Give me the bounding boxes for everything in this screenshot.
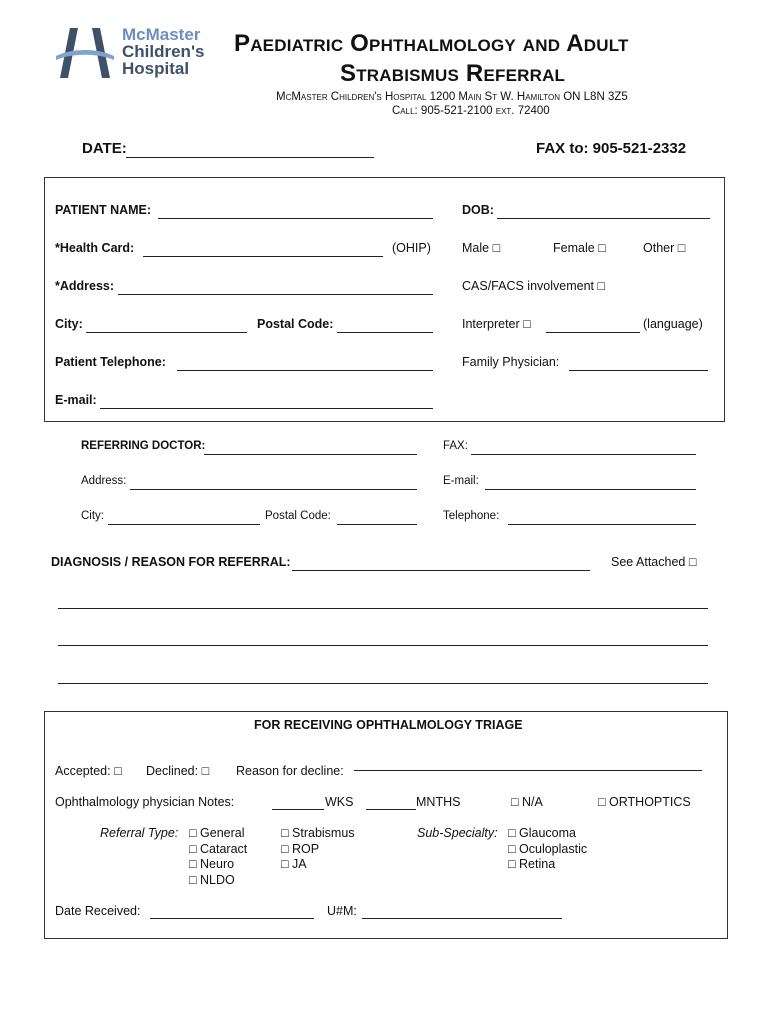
dob-field[interactable] [497,218,710,219]
family-physician-field[interactable] [569,370,708,371]
referring-email-field[interactable] [485,489,696,490]
diagnosis-line[interactable] [58,608,708,609]
triage-heading: FOR RECEIVING OPHTHALMOLOGY TRIAGE [254,718,523,732]
patient-telephone-field[interactable] [177,370,433,371]
health-card-field[interactable] [143,256,383,257]
subspecialty-glaucoma[interactable]: □ Glaucoma [508,826,576,840]
referring-telephone-field[interactable] [508,524,696,525]
diagnosis-label: DIAGNOSIS / REASON FOR REFERRAL: [51,555,291,569]
date-label: DATE: [82,140,127,157]
hospital-logo [54,26,224,82]
language-label: (language) [643,317,703,331]
email-field[interactable] [100,408,433,409]
city-label: City: [55,317,83,331]
referral-type-neuro[interactable]: □ Neuro [189,857,235,871]
declined-checkbox[interactable]: Declined: □ [146,764,210,778]
logo-emblem-icon [54,26,116,80]
see-attached-checkbox[interactable]: See Attached □ [611,555,697,569]
diagnosis-line[interactable] [58,683,708,684]
referring-telephone-label: Telephone: [443,510,500,522]
patient-name-label: PATIENT NAME: [55,203,152,217]
referring-email-label: E-mail: [443,475,479,487]
postal-code-field[interactable] [337,332,433,333]
referral-type-nldo[interactable]: □ NLDO [189,873,235,887]
date-received-field[interactable] [150,918,314,919]
mnths-field[interactable] [366,809,416,810]
female-checkbox[interactable]: Female □ [553,241,606,255]
referral-type-cataract[interactable]: □ Cataract [189,842,248,856]
referring-address-field[interactable] [130,489,417,490]
hospital-address: McMaster Children's Hospital 1200 Main St W. Hamilton ON L8N 3Z5 [276,91,628,103]
orthoptics-checkbox[interactable]: □ ORTHOPTICS [598,795,691,809]
referral-type-strabismus[interactable]: □ Strabismus [281,826,355,840]
referring-doctor-label: REFERRING DOCTOR: [81,440,206,452]
reason-decline-field[interactable] [354,770,702,771]
logo-text-mcmaster: McMaster [122,25,201,44]
referral-type-general[interactable]: □ General [189,826,245,840]
mnths-label: MNTHS [416,795,461,809]
page-title-line2: Strabismus Referral [340,60,566,87]
referring-address-label: Address: [81,475,127,487]
reason-decline-label: Reason for decline: [236,764,344,778]
referral-type-rop[interactable]: □ ROP [281,842,320,856]
um-field[interactable] [362,918,562,919]
city-field[interactable] [86,332,247,333]
wks-label: WKS [325,795,354,809]
triage-box [44,711,728,939]
referral-type-ja[interactable]: □ JA [281,857,307,871]
date-field[interactable] [126,157,374,158]
physician-notes-label: Ophthalmology physician Notes: [55,795,235,809]
um-label: U#M: [327,904,357,918]
referring-fax-field[interactable] [471,454,696,455]
patient-telephone-label: Patient Telephone: [55,355,166,369]
postal-code-label: Postal Code: [257,317,334,331]
address-field[interactable] [118,294,433,295]
accepted-checkbox[interactable]: Accepted: □ [55,764,122,778]
logo-text-childrens: Children's [122,42,205,61]
referring-city-label: City: [81,510,104,522]
other-checkbox[interactable]: Other □ [643,241,686,255]
address-label: *Address: [55,279,115,293]
language-field[interactable] [546,332,640,333]
wks-field[interactable] [272,809,324,810]
hospital-phone: Call: 905-521-2100 ext. 72400 [392,105,550,117]
subspecialty-oculoplastic[interactable]: □ Oculoplastic [508,842,588,856]
na-checkbox[interactable]: □ N/A [511,795,543,809]
referring-postal-field[interactable] [337,524,417,525]
referring-city-field[interactable] [108,524,260,525]
subspecialty-retina[interactable]: □ Retina [508,857,556,871]
ohip-label: (OHIP) [392,241,431,255]
diagnosis-line[interactable] [58,645,708,646]
referral-type-label: Referral Type: [100,826,179,840]
dob-label: DOB: [462,203,494,217]
date-received-label: Date Received: [55,904,141,918]
patient-name-field[interactable] [158,218,433,219]
referring-postal-label: Postal Code: [265,510,331,522]
page-title-line1: Paediatric Ophthalmology and Adult [234,30,629,57]
interpreter-checkbox[interactable]: Interpreter □ [462,317,531,331]
referring-doctor-field[interactable] [204,454,417,455]
diagnosis-field[interactable] [292,570,590,571]
cas-facs-checkbox[interactable]: CAS/FACS involvement □ [462,279,606,293]
family-physician-label: Family Physician: [462,355,560,369]
fax-to-label: FAX to: 905-521-2332 [536,140,687,157]
subspecialty-label: Sub-Specialty: [417,826,498,840]
referring-fax-label: FAX: [443,440,468,452]
logo-text-hospital: Hospital [122,59,190,78]
health-card-label: *Health Card: [55,241,135,255]
male-checkbox[interactable]: Male □ [462,241,501,255]
email-label: E-mail: [55,393,97,407]
